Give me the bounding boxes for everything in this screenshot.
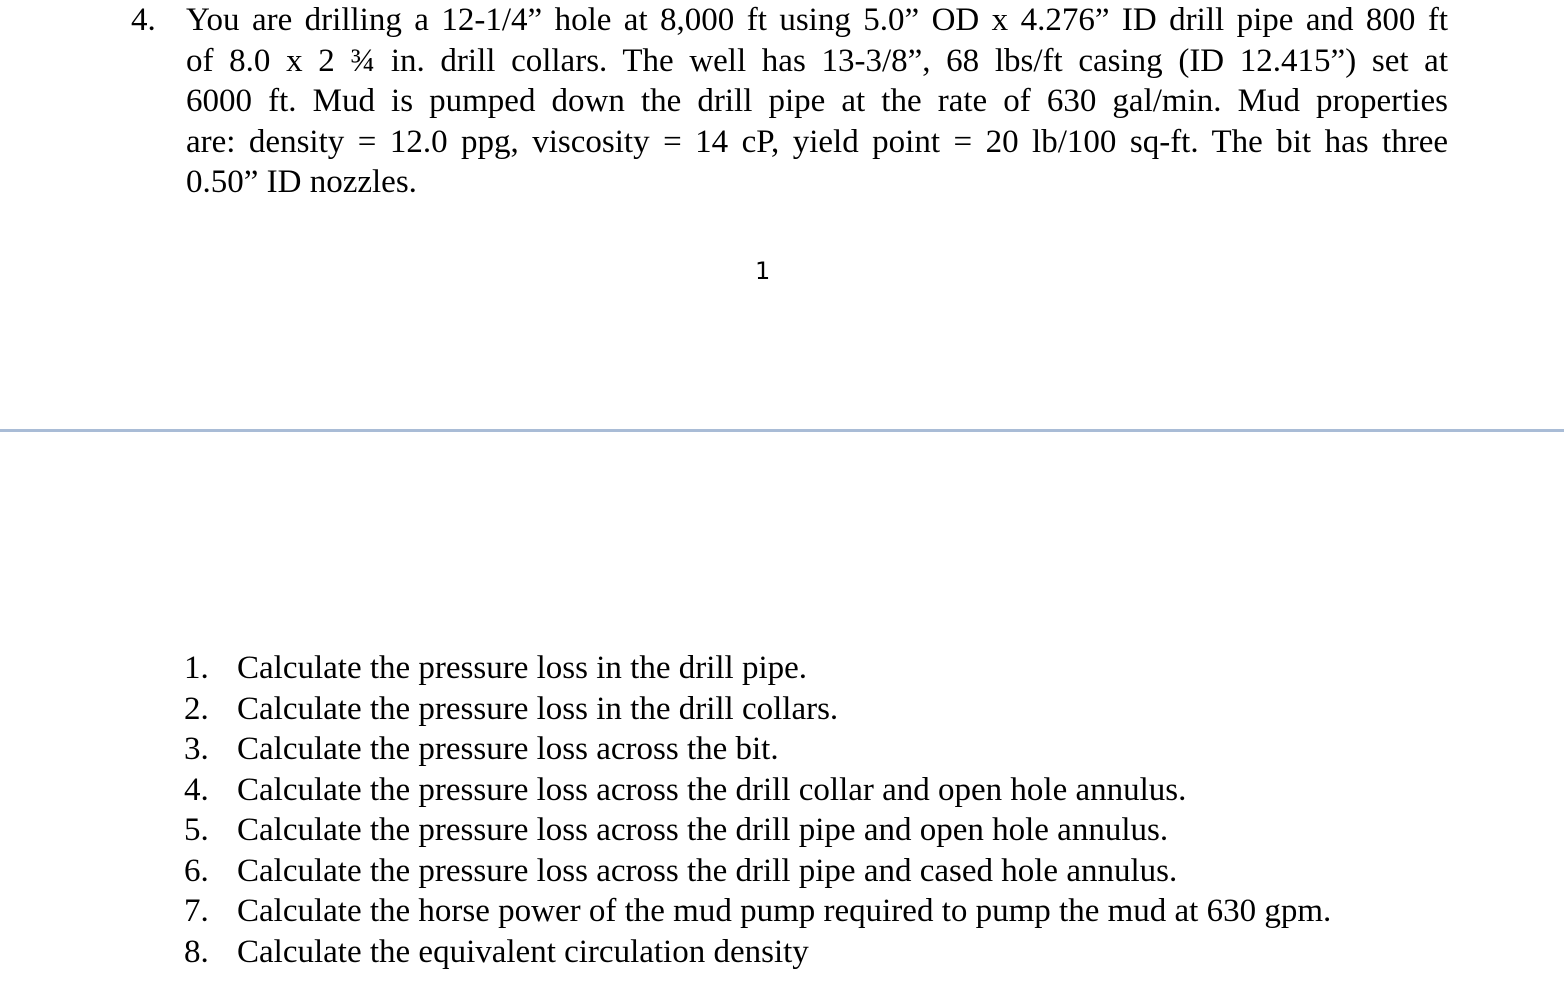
list-item-text: Calculate the horse power of the mud pump required to pump the mud at 630 gpm.: [237, 893, 1332, 929]
problem-line: are: density = 12.0 ppg, viscosity = 14 cP, yield point = 20 lb/100 sq-ft. The bit has three: [186, 123, 1448, 160]
list-item-text: Calculate the pressure loss in the drill pipe.: [237, 650, 808, 686]
page-break-divider: [0, 429, 1564, 432]
question-list: [184, 648, 1331, 972]
problem-line: 0.50” ID nozzles.: [186, 164, 417, 200]
problem-line: You are drilling a 12-1/4” hole at 8,000 ft using 5.0” OD x 4.276” ID drill pipe and 800 ft: [186, 2, 1448, 38]
list-item-number: 2.: [184, 690, 209, 727]
problem-line: 6000 ft. Mud is pumped down the drill pipe at the rate of 630 gal/min. Mud properties: [186, 83, 1448, 119]
list-item: [184, 810, 1331, 851]
list-item: [184, 729, 1331, 770]
list-item-number: 3.: [184, 731, 209, 767]
list-item: [184, 770, 1331, 811]
list-item: [184, 851, 1331, 892]
list-item: [184, 891, 1331, 932]
list-item-number: 8.: [184, 933, 209, 970]
page-number: 1: [755, 257, 771, 285]
list-item-text: Calculate the pressure loss across the drill collar and open hole annulus.: [237, 771, 1187, 808]
list-item-number: 4.: [184, 771, 209, 808]
list-item: [184, 648, 1331, 689]
list-item-number: 6.: [184, 852, 209, 889]
problem-line: of 8.0 x 2 ¾ in. drill collars. The well has 13-3/8”, 68 lbs/ft casing (ID 12.415”) set at: [186, 42, 1448, 79]
list-item-number: 7.: [184, 893, 209, 929]
list-item-number: 5.: [184, 812, 209, 848]
list-item-text: Calculate the equivalent circulation density: [237, 933, 809, 970]
list-item-text: Calculate the pressure loss across the bit.: [237, 731, 779, 767]
list-item-number: 1.: [184, 650, 209, 686]
problem-number: 4.: [131, 2, 156, 38]
problem-statement: [186, 0, 1448, 203]
list-item: [184, 932, 1331, 973]
list-item-text: Calculate the pressure loss in the drill collars.: [237, 690, 839, 727]
list-item-text: Calculate the pressure loss across the drill pipe and open hole annulus.: [237, 812, 1169, 848]
list-item: [184, 689, 1331, 730]
list-item-text: Calculate the pressure loss across the drill pipe and cased hole annulus.: [237, 852, 1178, 889]
